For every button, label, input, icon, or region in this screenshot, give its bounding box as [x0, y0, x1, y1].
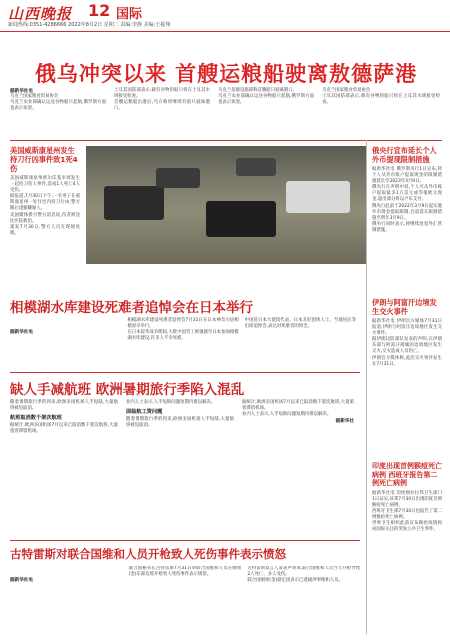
middle-story — [10, 318, 356, 342]
bottom-story-byline: 据新华社电 — [10, 578, 33, 583]
column-rule — [366, 140, 367, 634]
section-name: 国际 — [116, 7, 143, 22]
top-story-byline: 据新华社电 — [10, 89, 33, 94]
europe-paragraph: 据统计,欧洲多国机场7月以来已取消数千架次航班,大量旅客滞留机场。 — [242, 400, 354, 412]
top-story-paragraph: 乌克兰国家粮食贸易协会 — [10, 94, 59, 99]
top-story-paragraph: 乌克兰农业部确认运送谷物船只起航,俄罗斯方面也表示欢迎。 — [218, 94, 314, 106]
middle-story-paragraph: 中国驻日本大使馆代表、日本友好团体人士、当地居民等出席追悼会,表达对死难者的悼念。 — [244, 318, 356, 330]
right-story-title: 俄央行宣布延长个人外币提现限制措施 — [372, 146, 437, 164]
bottom-paragraph: 联合国秘书长古特雷斯7月31日对联合国维和人员在刚果(金)东部边境开枪致人死伤事件表示愤怒。 — [128, 566, 242, 578]
monkeypox-story — [372, 462, 442, 533]
europe-paragraph: 业内人士表示,人手短缺问题短期内难以解决。 — [242, 412, 332, 418]
right-story-paragraph: 俄央行同时表示,将继续放宽外汇管制措施。 — [372, 221, 442, 233]
paper-name: 山西晚报 — [8, 5, 73, 23]
europe-headline: 缺人手减航班 欧洲暑期旅行季陷入混乱 — [10, 382, 245, 398]
right-story — [372, 146, 442, 234]
right-story-paragraph: 俄央行在声明中说,个人可从外币账户提取最多1万美元或等值欧元现金,超出部分将以卢布支付。 — [372, 185, 442, 203]
top-story-col-3 — [218, 88, 314, 106]
masthead — [0, 0, 450, 32]
europe-story-col-3 — [242, 400, 354, 424]
middle-story-byline: 据新华社电 — [10, 330, 33, 335]
europe-story-col-2 — [126, 400, 234, 429]
photo-vehicle — [156, 168, 200, 188]
left-story-paragraph: 据报道,7月30日下午,一名男子在威斯康星州一处住宅内持刀行凶,警方随后逮捕嫌疑人。 — [10, 194, 80, 212]
divider — [10, 140, 442, 141]
europe-paragraph: 据统计,欧洲多国机场7月以来已取消数千架次航班,大量旅客滞留机场。 — [10, 423, 118, 435]
bottom-story — [10, 566, 360, 634]
top-story-paragraph: 土耳其国防部表示,载有谷物的船只将在土耳其水域接受检查。 — [322, 94, 440, 106]
top-headline: 俄乌冲突以来 首艘运粮船驶离敖德萨港 — [34, 62, 418, 86]
top-story-col-1 — [10, 88, 106, 112]
top-story-col-2 — [114, 88, 210, 112]
center-right-paragraph: 据新华社电 伊朗官方媒体7月31日报道,伊朗与阿富汗边境地区发生交火事件。 — [372, 319, 442, 337]
divider — [10, 540, 360, 541]
top-story-paragraph: 首艘运粮船出港后,乌方称将继续有船只驶离港口。 — [114, 100, 210, 112]
left-story-paragraph: 美国威斯康星州密尔沃基市郊发生一起持刀伤人事件,造成1人死亡4人受伤。 — [10, 176, 80, 194]
news-photo — [86, 146, 366, 264]
top-story-paragraph: 乌克兰国家粮食贸易协会 — [322, 88, 371, 93]
photo-vehicle — [206, 201, 276, 237]
top-story-paragraph: 土耳其国防部表示,载有谷物的船只将在土耳其水域接受检查。 — [114, 88, 210, 100]
center-right-paragraph: 伊朗官方媒体称,此次交火事件发生在7月31日。 — [372, 355, 442, 367]
center-right-story-title: 伊朗与阿富汗边境发生交火事件 — [372, 298, 437, 316]
europe-subhead-2: 面临航工资问题 — [126, 409, 163, 416]
middle-story-paragraph: 在日本侵华战争期间,大批中国劳工被强掳至日本参加相模湖水库建设,许多人不幸死难。 — [127, 330, 239, 342]
left-story — [10, 146, 80, 237]
europe-byline: 据新华社 — [335, 419, 354, 425]
top-story-paragraph: 乌克兰基础设施部称首艘船只驶离港口。 — [218, 88, 298, 93]
left-story-paragraph: 美国媒体援引警方消息说,伤者被送往医院救治。 — [10, 212, 80, 224]
top-story-col-4 — [322, 88, 440, 106]
divider — [10, 372, 360, 373]
monkeypox-title: 印度出现首例猴痘死亡病例 西班牙报告第二例死亡病例 — [372, 462, 442, 488]
europe-paragraph: 随着暑期旅行季的到来,欧洲多国机场人手短缺,大量航班被迫取消。 — [10, 400, 118, 412]
monkeypox-paragraph: 西班牙卫生部7月30日也报告了第二例猴痘死亡病例。 — [372, 509, 442, 521]
europe-paragraph: 随着暑期旅行季的到来,欧洲多国机场人手短缺,大量航班被迫取消。 — [126, 417, 234, 429]
center-right-story — [372, 298, 442, 368]
monkeypox-paragraph: 据新华社电 印度喀拉拉邦卫生部门1日证实,该邦7月30日出现印度首例猴痘死亡病例。 — [372, 490, 442, 508]
top-story-paragraph: 乌克兰农业部确认运送谷物船只起航,俄罗斯方面也表示欢迎。 — [10, 100, 106, 112]
europe-subhead: 航班取消数千架次航班 — [10, 415, 62, 422]
right-story-paragraph: 俄央行此前于2022年3月9日起实施外币现金提取限制,目前延长限制措施至明年3月9日。 — [372, 203, 442, 221]
photo-vehicle — [236, 158, 276, 176]
bottom-paragraph: 联合国刚果(金)稳定团表示已逮捕涉事维和人员。 — [247, 578, 343, 584]
photo-vehicle — [286, 181, 350, 213]
europe-story-col-1 — [10, 400, 118, 435]
monkeypox-paragraph: 世界卫生组织此前宣布猴痘疫情构成国际关注的突发公共卫生事件。 — [372, 521, 442, 533]
right-story-paragraph: 据新华社电 俄罗斯央行1日宣布,将个人从外币账户提取现金的限制措施延长至2023年3月9日。 — [372, 167, 442, 185]
left-story-title: 美国威斯康星州发生持刀行凶事件致1死4伤 — [10, 146, 78, 173]
bottom-paragraph: 古特雷斯发言人发表声明说,联合国维和人员当天开枪导致2人死亡、多人受伤。 — [247, 566, 360, 578]
photo-vehicle — [104, 186, 164, 220]
europe-paragraph: 业内人士表示,人手短缺问题短期内难以解决。 — [126, 400, 216, 405]
middle-headline: 相模湖水库建设死难者追悼会在日本举行 — [10, 300, 253, 316]
masthead-meta: 新闻热线:0351-4286666 2022年8月2日 星期二 责编:李静 美编:王振翔 — [8, 22, 171, 28]
bottom-headline: 古特雷斯对联合国维和人员开枪致人死伤事件表示愤怒 — [10, 547, 286, 561]
center-right-paragraph: 据伊朗边防部队发表的声明,在伊朗东部与阿富汗接壤的边境地区发生交火,交火造成人员伤亡。 — [372, 337, 442, 355]
page-number: 12 — [88, 1, 111, 20]
left-story-paragraph: 案发7月30日,警方人员在现场处理。 — [10, 224, 80, 236]
middle-story-paragraph: 相模湖水库建设死难者追悼会7月31日在日本神奈川县相模原市举行。 — [127, 318, 239, 330]
